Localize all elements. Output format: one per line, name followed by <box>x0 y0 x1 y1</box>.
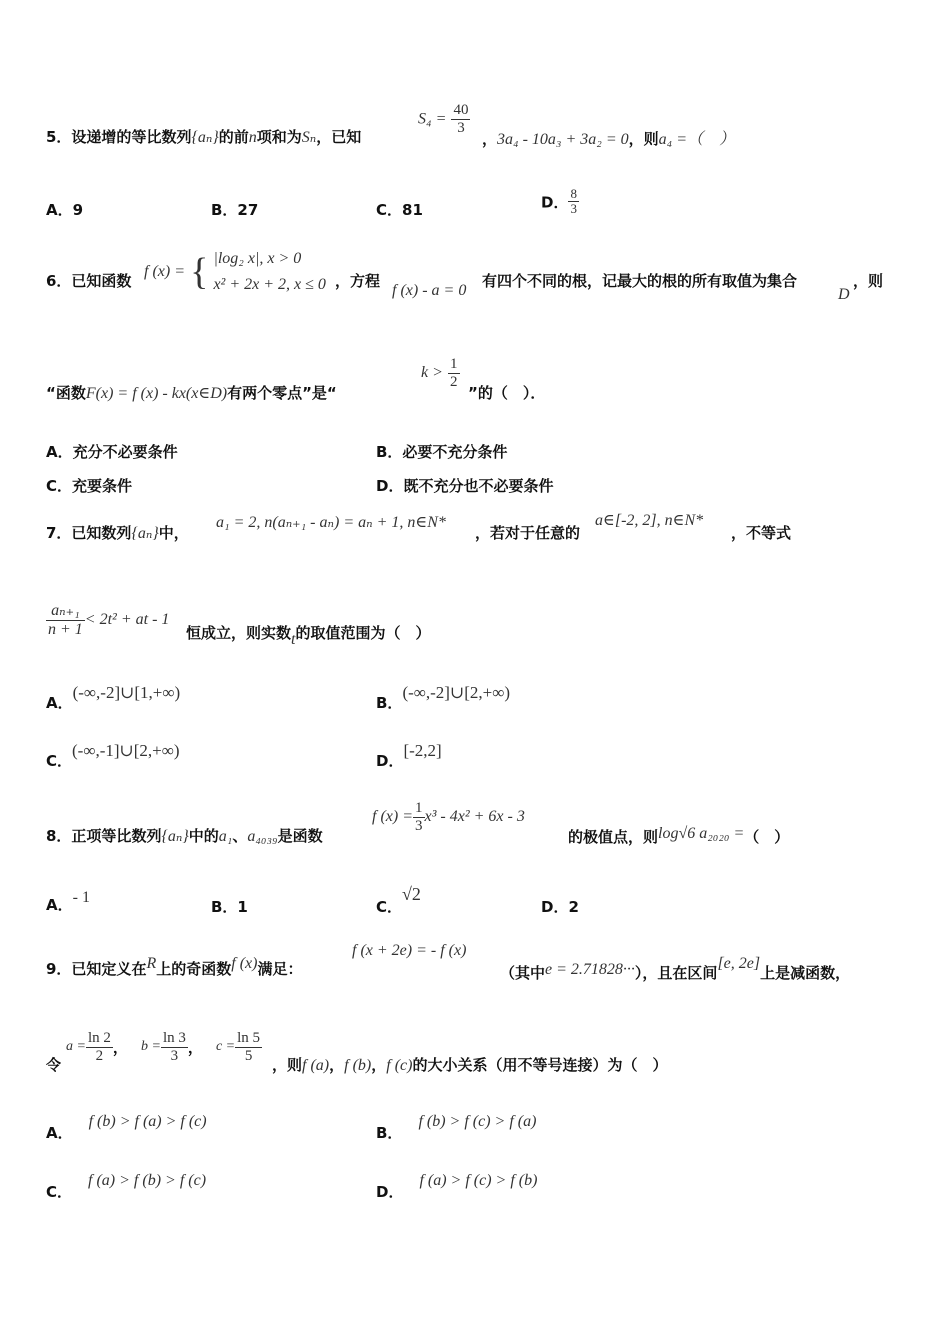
q5-sn: Sₙ <box>301 129 317 146</box>
q8-option-b[interactable]: B．1 <box>211 898 248 916</box>
q5-option-d-label: D． <box>541 193 569 212</box>
q7-c-value: (-∞,-1]∪[2,+∞) <box>72 741 180 760</box>
q9-a-num: ln 2 <box>87 1030 111 1046</box>
q5-s4-den: 3 <box>451 119 470 137</box>
q5-s4-num: 40 <box>453 102 469 118</box>
q6-k: k > <box>421 364 443 381</box>
q6-set-d: D <box>838 286 850 303</box>
q5-d-den: 3 <box>570 201 577 217</box>
q8-function <box>372 800 525 834</box>
q6-line2-mid: 有两个零点”是“ <box>227 384 337 402</box>
q8-option-c[interactable] <box>376 884 421 917</box>
q5-n: n <box>248 129 257 146</box>
q9-sep1: ， <box>112 1038 128 1057</box>
q7-d-value: [-2,2] <box>403 741 442 760</box>
question-7-stem <box>46 522 189 543</box>
q8-mid3: 的极值点，则 <box>568 828 659 846</box>
q7-mid2: ，若对于任意的 <box>475 524 581 542</box>
q6-cases <box>213 246 325 298</box>
q7-inequality <box>46 602 169 638</box>
q9-line2-end: 的大小关系（用不等号连接）为（ ） <box>412 1056 668 1074</box>
q5-eq: 3a₄ - 10a₃ + 3a₂ = 0 <box>497 131 629 148</box>
q9-fx: f (x) <box>231 955 258 972</box>
q7-lead: 7．已知数列 <box>46 524 132 542</box>
q7-option-d[interactable] <box>376 741 442 771</box>
q6-brace: { <box>190 251 209 293</box>
q5-s4-fraction <box>451 102 470 136</box>
q8-c-value: √2 <box>402 884 421 904</box>
q8-end: （ ） <box>744 828 790 846</box>
q8-sep: 、 <box>232 827 248 845</box>
q9-mid2: 满足： <box>257 960 303 978</box>
q6-mid2: 有四个不同的根，记最大的根的所有取值为集合 <box>482 272 798 290</box>
q8-stem-end <box>568 825 789 847</box>
q8-a1: a₁ <box>218 828 233 845</box>
q6-line2-end: ”的（ ）． <box>468 384 546 402</box>
question-6-stem <box>46 270 131 291</box>
q6-option-a[interactable]: A．充分不必要条件 <box>46 443 178 461</box>
q6-line2-lead: “函数 <box>46 384 86 402</box>
q9-line2-rest <box>272 1054 667 1075</box>
q5-option-b[interactable]: B．27 <box>211 201 259 219</box>
q7-ineq-num: aₙ₊₁ <box>51 602 80 619</box>
q5-lead: 5．设递增的等比数列 <box>46 128 192 146</box>
q8-lead: 8．正项等比数列 <box>46 827 162 845</box>
q7-line2-end-text: 恒成立，则实数 <box>186 624 292 642</box>
q7-c-label: C． <box>46 752 73 770</box>
q6-option-b[interactable]: B．必要不充分条件 <box>376 443 508 461</box>
q8-option-a[interactable] <box>46 888 90 915</box>
q9-end: 上是减函数， <box>760 964 851 982</box>
q8-f-rhs: x³ - 4x² + 6x - 3 <box>424 808 525 825</box>
q9-a-frac <box>86 1030 113 1064</box>
q9-option-c[interactable] <box>46 1171 206 1202</box>
q5-option-d[interactable] <box>541 187 579 217</box>
q5-option-a[interactable]: A．9 <box>46 201 84 219</box>
q5-comma: ， <box>482 130 498 148</box>
q9-a-value: f (b) > f (a) > f (c) <box>88 1113 207 1130</box>
q9-mid3: （其中 <box>500 964 546 982</box>
q7-option-b[interactable] <box>376 683 510 713</box>
q9-e: e = 2.71828··· <box>545 961 635 978</box>
q9-sep3: ， <box>329 1056 345 1074</box>
q9-c-label: C． <box>46 1183 73 1201</box>
q9-fc: f (c) <box>386 1057 413 1074</box>
q8-a4039: a₄₀₃₉ <box>247 828 278 845</box>
q6-then: ，则 <box>853 272 884 290</box>
q6-case2: x² + 2x + 2, x ≤ 0 <box>213 276 326 293</box>
q5-eq-line <box>482 126 735 149</box>
q5-seq: {aₙ} <box>191 129 219 146</box>
q5-d-num: 8 <box>570 186 577 201</box>
q9-option-a[interactable] <box>46 1112 207 1143</box>
q9-interval: [e, 2e] <box>717 955 761 972</box>
q9-sep2: ， <box>187 1038 203 1057</box>
q7-a-label: A． <box>46 694 73 712</box>
q9-c-lhs: c = <box>215 1039 236 1054</box>
q6-option-d[interactable]: D．既不充分也不必要条件 <box>376 477 554 495</box>
q7-a-value: (-∞,-2]∪[1,+∞) <box>72 683 181 702</box>
q9-fa: f (a) <box>302 1057 330 1074</box>
q6-case1: |log₂ x|, x > 0 <box>213 250 302 267</box>
question-9-stem <box>46 955 302 979</box>
q8-option-d[interactable]: D．2 <box>541 898 579 916</box>
q9-mid4: ），且在区间 <box>634 964 718 982</box>
q9-sep4: ， <box>371 1056 387 1074</box>
q8-c-label: C． <box>376 898 403 916</box>
q8-a-value: - 1 <box>72 889 90 906</box>
q5-a4: a₄ =（ ） <box>658 131 736 148</box>
q7-ineq-den: n + 1 <box>48 620 83 638</box>
q7-b-label: B． <box>376 694 403 712</box>
q6-mid: ，方程 <box>335 272 381 290</box>
q7-cond: a₁ = 2, n(aₙ₊₁ - aₙ) = aₙ + 1, n∈N* <box>216 514 446 531</box>
q9-c-frac <box>235 1030 262 1064</box>
q9-a-label: A． <box>46 1124 73 1142</box>
q9-b-frac <box>161 1030 188 1064</box>
q5-mid: 的前 <box>218 128 249 146</box>
q5-option-d-fraction <box>568 187 579 217</box>
q9-a-den: 2 <box>86 1047 113 1065</box>
q9-b-num: ln 3 <box>162 1030 186 1046</box>
q5-s4-formula <box>418 102 470 136</box>
q9-option-b[interactable] <box>376 1112 536 1143</box>
q5-option-c[interactable]: C．81 <box>376 201 423 219</box>
q7-line2-end <box>186 622 430 649</box>
q6-stem-cont <box>335 270 380 291</box>
q7-ineq-fraction <box>46 602 85 638</box>
q6-piecewise <box>144 246 326 298</box>
q5-mid2: 项和为 <box>256 128 302 146</box>
q8-f-lhs: f (x) = <box>372 808 413 825</box>
q9-b-label: B． <box>376 1124 403 1142</box>
q8-mid: 中的 <box>188 827 219 845</box>
q9-stem-cont <box>500 955 850 983</box>
question-8-stem <box>46 825 323 846</box>
q8-f-num: 1 <box>415 800 423 816</box>
q7-option-c[interactable] <box>46 741 180 771</box>
q7-seq: {aₙ} <box>131 525 159 542</box>
q6-stem-cont2 <box>482 270 797 291</box>
q8-seq: {aₙ} <box>161 828 189 845</box>
q8-mid2: 是函数 <box>277 827 323 845</box>
q9-mid: 上的奇函数 <box>156 960 232 978</box>
q6-line2 <box>46 382 337 403</box>
q7-end: ，不等式 <box>731 524 792 542</box>
q9-abc-defs <box>66 1030 262 1064</box>
q5-mid3: ，已知 <box>316 128 362 146</box>
q9-b-value: f (b) > f (c) > f (a) <box>418 1113 537 1130</box>
q9-c-value: f (a) > f (b) > f (c) <box>88 1172 207 1189</box>
q7-t: t <box>291 631 296 648</box>
q9-line2 <box>46 1054 61 1075</box>
q9-lead: 9．已知定义在 <box>46 960 147 978</box>
q6-k-den: 2 <box>450 373 458 390</box>
q9-b-den: 3 <box>161 1047 188 1065</box>
q6-F: F(x) = f (x) - kx(x∈D) <box>85 385 228 402</box>
q6-lead: 6．已知函数 <box>46 272 132 290</box>
question-5-stem <box>46 126 361 147</box>
q7-mid: 中， <box>158 524 189 542</box>
q8-a-label: A． <box>46 896 73 914</box>
q8-f-fraction <box>413 800 425 834</box>
q7-d-label: D． <box>376 752 404 770</box>
q8-f-den: 3 <box>415 817 423 834</box>
q6-k-fraction <box>448 356 460 390</box>
q6-eq: f (x) - a = 0 <box>392 282 467 299</box>
q9-c-num: ln 5 <box>237 1030 261 1046</box>
q7-option-a[interactable] <box>46 683 180 713</box>
q9-fb: f (b) <box>344 1057 372 1074</box>
q9-a-lhs: a = <box>66 1039 86 1054</box>
q9-b-lhs: b = <box>140 1039 161 1054</box>
q8-log: log√6 a₂₀₂₀ = <box>658 825 745 842</box>
q9-R: R <box>146 955 157 972</box>
q9-line2-mid: ，则 <box>272 1056 303 1074</box>
q6-f-lhs: f (x) = <box>144 263 185 280</box>
q5-s4-lhs: S₄ = <box>418 110 447 128</box>
q7-line2-end-text2: 的取值范围为（ ） <box>295 624 431 642</box>
q9-option-d[interactable] <box>376 1171 537 1202</box>
q5-then: ，则 <box>628 130 659 148</box>
q6-k-num: 1 <box>450 356 458 372</box>
q9-d-label: D． <box>376 1183 404 1201</box>
q7-b-value: (-∞,-2]∪[2,+∞) <box>402 683 510 702</box>
q7-ineq-rhs: < 2t² + at - 1 <box>84 611 170 629</box>
q9-cond: f (x + 2e) = - f (x) <box>352 942 467 959</box>
q7-range: a∈[-2, 2], n∈N* <box>595 512 704 529</box>
q9-d-value: f (a) > f (c) > f (b) <box>419 1172 538 1189</box>
q6-k-condition <box>421 356 460 390</box>
q6-option-c[interactable]: C．充要条件 <box>46 477 133 495</box>
q9-c-den: 5 <box>235 1047 262 1065</box>
q9-line2-lead: 令 <box>46 1056 62 1074</box>
